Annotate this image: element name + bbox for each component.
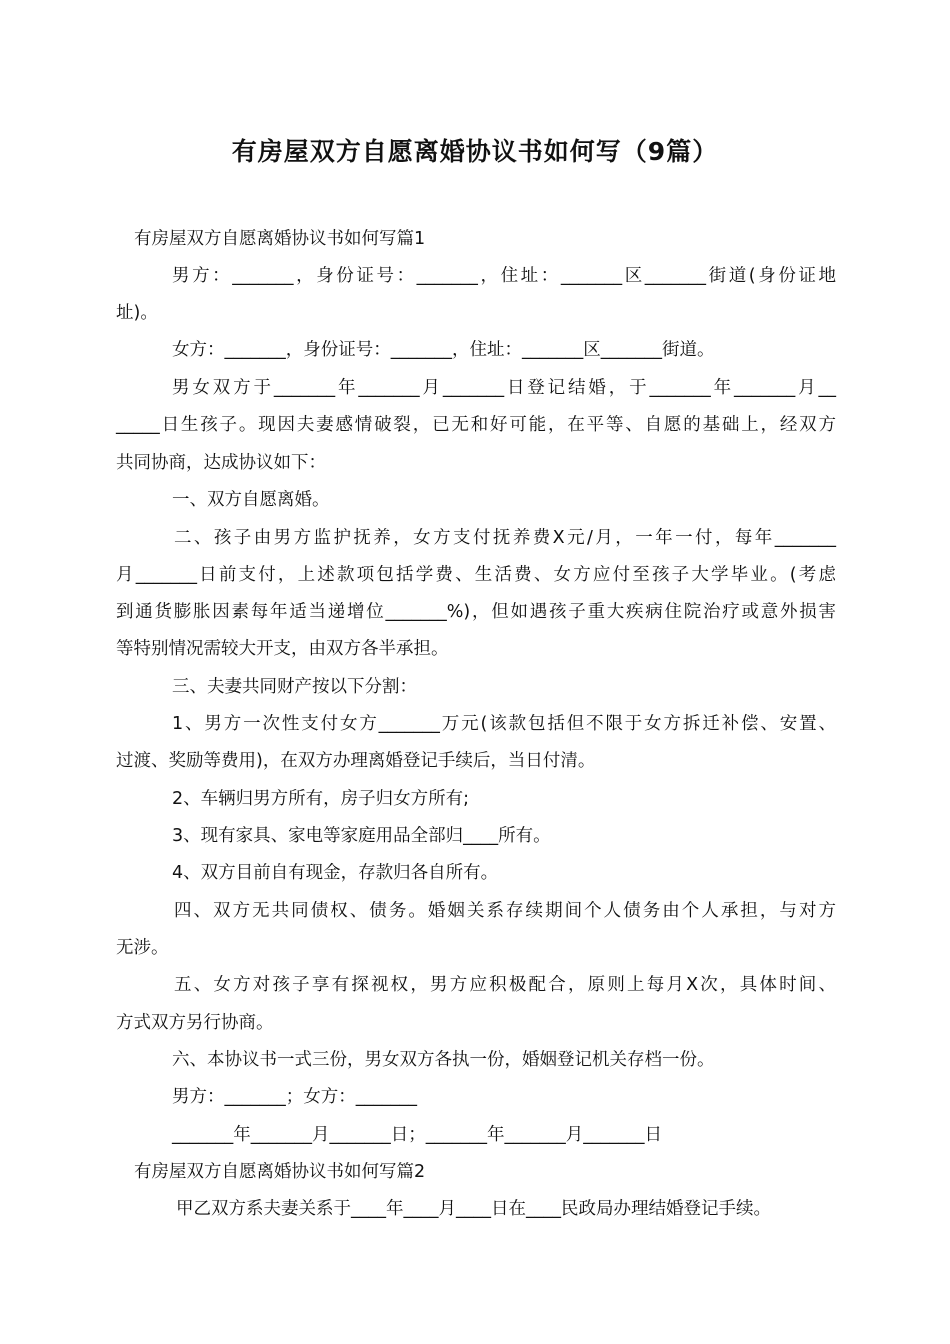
paragraph-marriage-info-cont — [116, 413, 836, 437]
clause-2-line-3 — [116, 600, 836, 624]
clause-3-item-3: 3、现有家具、家电等家庭用品全部归____所有。 — [172, 826, 551, 846]
section-2-heading: 有房屋双方自愿离婚协议书如何写篇2 — [134, 1162, 426, 1182]
clause-5 — [116, 973, 836, 997]
paragraph-line: 过渡、奖励等费用)，在双方办理离婚登记手续后，当日付清。 — [116, 751, 596, 771]
paragraph-line: 等特别情况需较大开支，由双方各半承担。 — [116, 639, 449, 659]
paragraph-line: 址)。 — [116, 303, 158, 323]
date-line: _______年_______月_______日；_______年_______月_______日 — [172, 1125, 662, 1145]
paragraph-line: 二、孩子由男方监护抚养，女方支付抚养费X元/月，一年一付，每年_______ — [174, 528, 836, 548]
paragraph-line: 四、双方无共同债权、债务。婚姻关系存续期间个人债务由个人承担，与对方 — [174, 901, 836, 921]
section-2-paragraph-1: 甲乙双方系夫妻关系于____年____月____日在____民政局办理结婚登记手续。 — [176, 1199, 771, 1219]
clause-3-item-2: 2、车辆归男方所有，房子归女方所有; — [172, 789, 470, 809]
clause-3: 三、夫妻共同财产按以下分割： — [172, 677, 417, 697]
paragraph-line: 男女双方于_______年_______月_______日登记结婚，于_______年_______月__ — [172, 378, 836, 398]
clause-6: 六、本协议书一式三份，男女双方各执一份，婚姻登记机关存档一份。 — [172, 1050, 715, 1070]
paragraph-line: 方式双方另行协商。 — [116, 1013, 274, 1033]
clause-4 — [116, 899, 836, 923]
paragraph-marriage-info — [116, 376, 836, 400]
clause-3-item-4: 4、双方目前自有现金，存款归各自所有。 — [172, 863, 499, 883]
paragraph-line: 月_______日前支付，上述款项包括学费、生活费、女方应付至孩子大学毕业。(考虑 — [116, 565, 836, 585]
document-title: 有房屋双方自愿离婚协议书如何写（9篇） — [231, 137, 719, 166]
clause-1: 一、双方自愿离婚。 — [172, 490, 330, 510]
signature-line: 男方：_______；女方：_______ — [172, 1087, 417, 1107]
paragraph-line: 男方：_______，身份证号：_______，住址：_______区_______街道(身份证地 — [172, 266, 836, 286]
paragraph-line: _____日生孩子。现因夫妻感情破裂，已无和好可能，在平等、自愿的基础上，经双方 — [116, 415, 836, 435]
paragraph-line: 到通货膨胀因素每年适当递增位_______%)，但如遇孩子重大疾病住院治疗或意外损害 — [116, 602, 836, 622]
paragraph-line: 共同协商，达成协议如下： — [116, 453, 326, 473]
section-1-heading: 有房屋双方自愿离婚协议书如何写篇1 — [134, 229, 426, 249]
paragraph-line: 五、女方对孩子享有探视权，男方应积极配合，原则上每月X次，具体时间、 — [174, 975, 836, 995]
paragraph-line: 无涉。 — [116, 938, 169, 958]
paragraph-female-party: 女方：_______，身份证号：_______，住址：_______区_______街道。 — [172, 340, 715, 360]
paragraph-male-party — [116, 264, 836, 288]
clause-2 — [116, 526, 836, 550]
paragraph-line: 1、男方一次性支付女方_______万元(该款包括但不限于女方拆迁补偿、安置、 — [172, 714, 836, 734]
clause-3-item-1 — [116, 712, 836, 736]
clause-2-line-2 — [116, 563, 836, 587]
